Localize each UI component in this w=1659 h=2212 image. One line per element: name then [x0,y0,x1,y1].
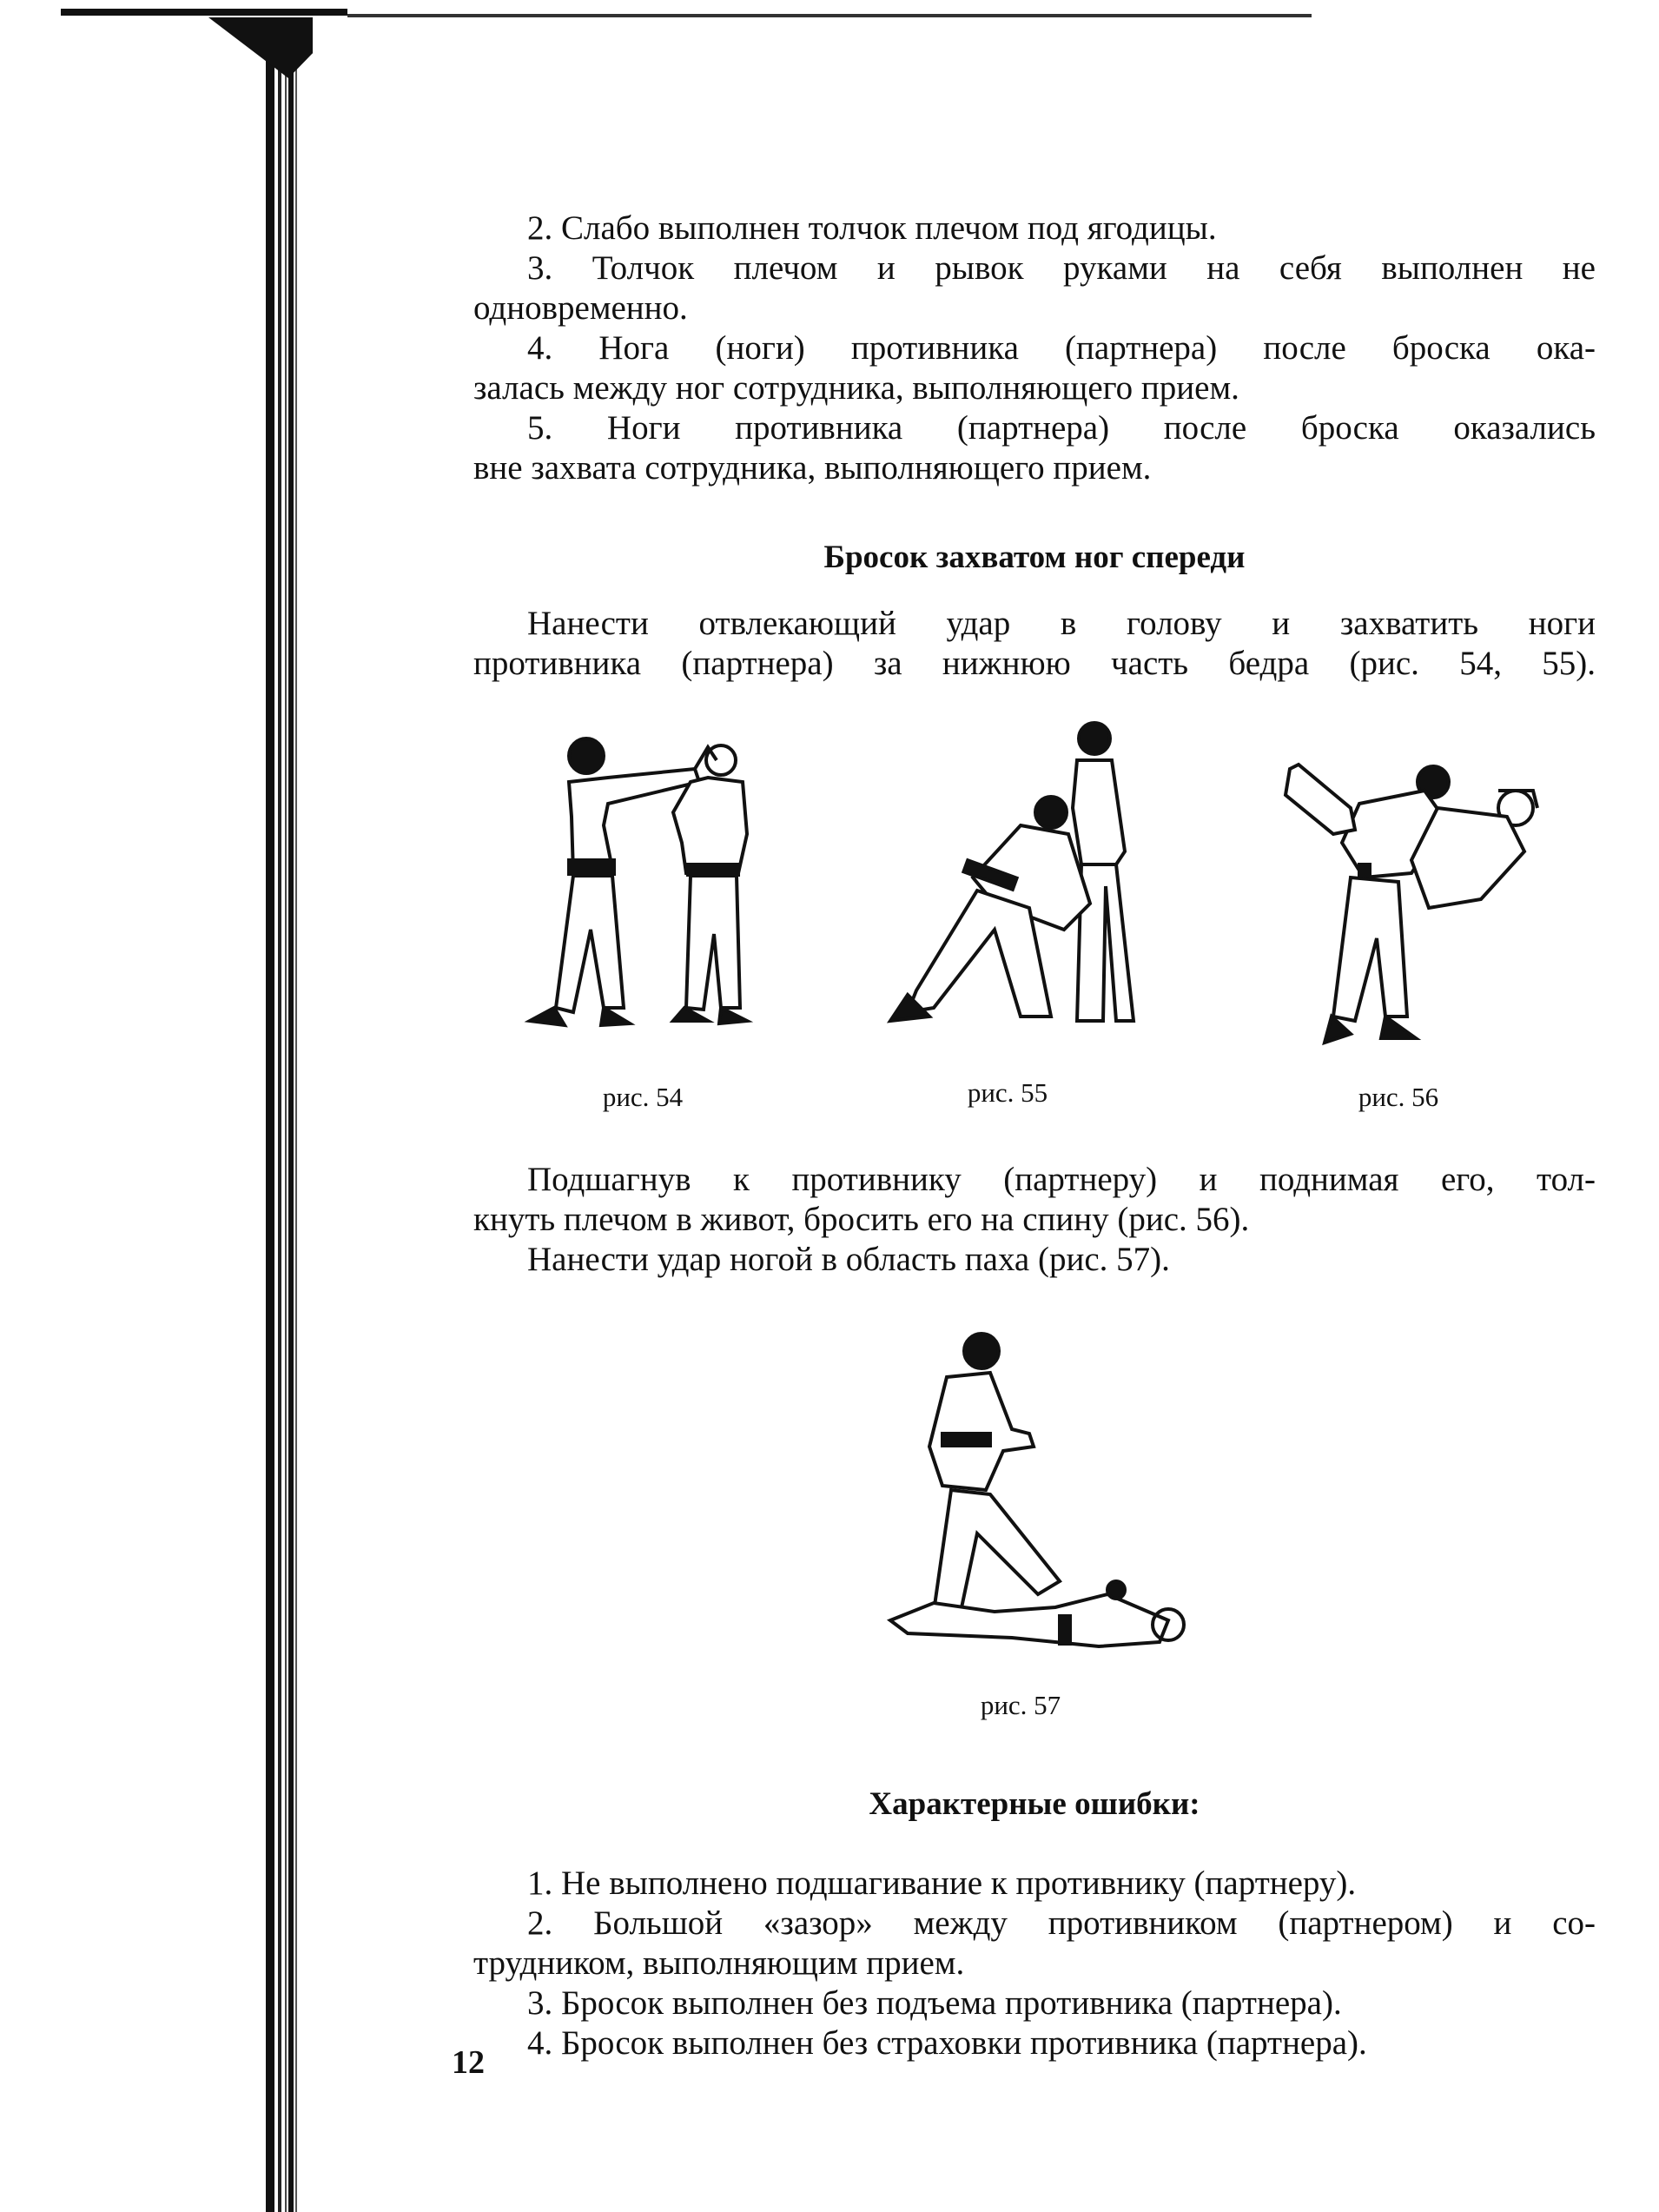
error-item-5-line-1: 5. Ноги противника (партнера) после броска оказались [527,409,1596,447]
scan-border-left [208,17,313,2212]
throw-description [473,1160,1596,1280]
error-item-4-line-1: 4. Нога (ноги) противника (партнера) после броска ока- [527,329,1596,367]
error-item-2-line-1: 2. Слабо выполнен толчок плечом под ягодицы. [527,209,1217,247]
figure-55-illustration [882,712,1151,1060]
throw-line-1: Подшагнув к противнику (партнеру) и поднимая его, тол- [527,1161,1596,1198]
section-heading: Бросок захватом ног спереди [823,540,1246,575]
bottom-error-3-line-1: 3. Бросок выполнен без подъема противника (партнера). [527,1984,1342,2022]
error-item-3-line-2: одновременно. [473,289,688,327]
strike-line-1: Нанести удар ногой в область паха (рис. 57). [527,1241,1170,1278]
errors-heading: Характерные ошибки: [869,1786,1200,1822]
figure-56-illustration [1272,756,1559,1051]
figure-57-caption: рис. 57 [980,1690,1061,1720]
error-item-3-line-1: 3. Толчок плечом и рывок руками на себя выполнен не [527,249,1596,287]
figure-54-caption: рис. 54 [602,1082,684,1112]
bottom-error-2-line-1: 2. Большой «зазор» между противником (партнером) и со- [527,1904,1596,1942]
error-item-4-line-2: залась между ног сотрудника, выполняющего прием. [473,369,1239,407]
intro-line-1: Нанести отвлекающий удар в голову и захватить ноги [527,605,1596,642]
figure-56-caption: рис. 56 [1358,1082,1439,1112]
errors-bottom-list [473,1864,1596,2063]
figure-54-illustration [521,721,782,1069]
throw-line-2: кнуть плечом в живот, бросить его на спину (рис. 56). [473,1201,1250,1238]
section-intro [473,604,1596,684]
error-item-5-line-2: вне захвата сотрудника, выполняющего прием. [473,449,1152,487]
intro-line-2: противника (партнера) за нижнюю часть бедра (рис. 54, 55). [473,645,1596,682]
figure-57-illustration [882,1325,1212,1672]
errors-top-list [473,209,1596,488]
bottom-error-1-line-1: 1. Не выполнено подшагивание к противнику (партнеру). [527,1864,1357,1902]
figure-55-caption: рис. 55 [967,1077,1048,1108]
page-number: 12 [452,2044,485,2081]
bottom-error-2-line-2: трудником, выполняющим прием. [473,1944,965,1982]
bottom-error-4-line-1: 4. Бросок выполнен без страховки противника (партнера). [527,2024,1367,2062]
